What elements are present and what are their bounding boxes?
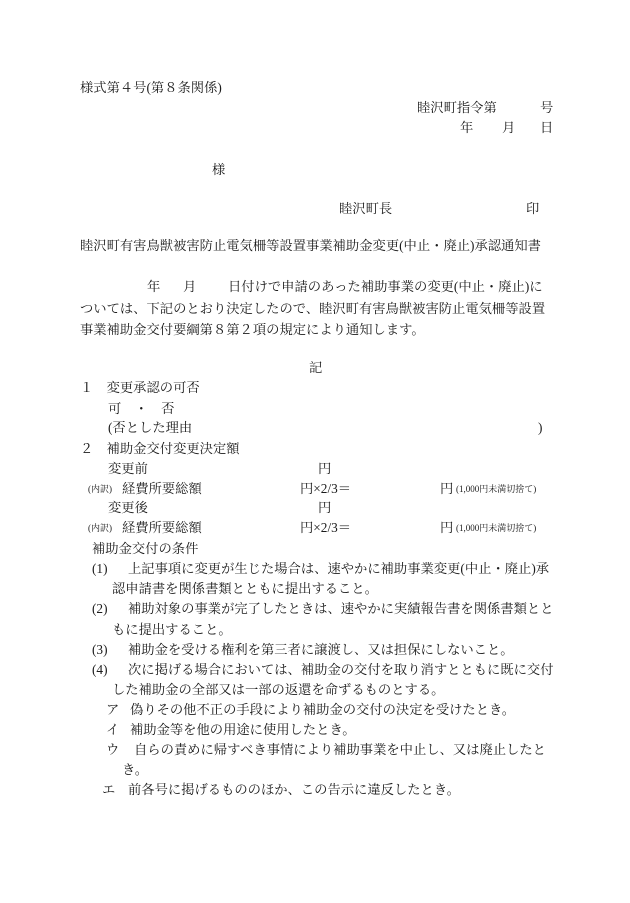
date-month: 月	[502, 120, 516, 135]
condition-4-marker: (4)	[92, 662, 108, 677]
subcondition-u-line-1: 自らの責めに帰すべき事情により補助事業を中止し、又は廃止したと	[134, 742, 546, 757]
condition-1-line-2: 認申請書を関係書類とともに提出すること。	[112, 581, 378, 596]
document-title: 睦沢町有害鳥獣被害防止電気柵等設置事業補助金変更(中止・廃止)承認通知書	[80, 238, 541, 253]
body-year: 年	[147, 279, 161, 294]
before-formula: 円×2/3＝	[300, 481, 352, 496]
subcondition-e-line-1: 前各号に掲げるもののほか、この告示に違反したとき。	[128, 782, 460, 797]
condition-4-line-1: 次に掲げる場合においては、補助金の交付を取り消すとともに既に交付	[128, 662, 554, 677]
conditions-heading: 補助金交付の条件	[92, 541, 199, 556]
directive-number-prefix: 睦沢町指令第	[417, 100, 497, 115]
before-result-yen: 円	[440, 481, 454, 496]
ki-heading: 記	[309, 360, 323, 375]
subcondition-a-marker: ア	[106, 702, 120, 717]
subcondition-i-line-1: 補助金等を他の用途に使用したとき。	[130, 722, 356, 737]
condition-4-line-2: した補助金の全部又は一部の返還を命ずるものとする。	[112, 682, 445, 697]
seal-mark: 印	[526, 201, 540, 216]
addressee-suffix: 様	[212, 162, 226, 177]
after-rounding-note: (1,000円未満切捨て)	[456, 523, 537, 533]
reason-close: )	[538, 420, 543, 435]
body-line-1: 日付けで申請のあった補助事業の変更(中止・廃止)に	[228, 279, 543, 294]
before-breakdown-tag: (内訳)	[88, 484, 112, 494]
section2-heading: ２ 補助金交付変更決定額	[80, 441, 240, 456]
subcondition-e-marker: エ	[102, 782, 116, 797]
after-label: 変更後	[108, 500, 148, 515]
date-day: 日	[540, 120, 554, 135]
after-breakdown-tag: (内訳)	[88, 523, 112, 533]
directive-number-suffix: 号	[540, 100, 554, 115]
after-formula: 円×2/3＝	[300, 520, 352, 535]
body-month: 月	[183, 279, 197, 294]
date-year: 年	[460, 120, 474, 135]
subcondition-u-marker: ウ	[106, 742, 120, 757]
condition-3-line-1: 補助金を受ける権利を第三者に譲渡し、又は担保にしないこと。	[128, 642, 514, 657]
condition-1-line-1: 上記事項に変更が生じた場合は、速やかに補助事業変更(中止・廃止)承	[128, 561, 550, 576]
before-rounding-note: (1,000円未満切捨て)	[456, 484, 537, 494]
before-yen: 円	[318, 461, 332, 476]
condition-2-line-2: もに提出すること。	[112, 622, 232, 637]
sender-title: 睦沢町長	[339, 201, 393, 216]
subcondition-u-line-2: き。	[122, 762, 149, 777]
section1-heading: １ 変更承認の可否	[80, 380, 200, 395]
subcondition-a-line-1: 偽りその他不正の手段により補助金の交付の決定を受けたとき。	[130, 702, 516, 717]
after-breakdown-label: 経費所要総額	[122, 520, 202, 535]
approval-options: 可 ・ 否	[108, 401, 175, 416]
condition-2-marker: (2)	[92, 601, 108, 616]
condition-2-line-1: 補助対象の事業が完了したときは、速やかに実績報告書を関係書類とと	[128, 601, 554, 616]
before-breakdown-label: 経費所要総額	[122, 481, 202, 496]
body-line-3: 事業補助金交付要綱第８第２項の規定により通知します。	[80, 322, 425, 337]
after-yen: 円	[318, 500, 332, 515]
condition-3-marker: (3)	[92, 642, 108, 657]
before-label: 変更前	[108, 461, 148, 476]
form-number: 様式第４号(第８条関係)	[80, 80, 222, 95]
subcondition-i-marker: イ	[106, 722, 120, 737]
after-result-yen: 円	[440, 520, 454, 535]
body-line-2: ついては、下記のとおり決定したので、睦沢町有害鳥獣被害防止電気柵等設置	[80, 301, 546, 316]
condition-1-marker: (1)	[92, 561, 108, 576]
reason-open: (否とした理由	[108, 420, 193, 435]
